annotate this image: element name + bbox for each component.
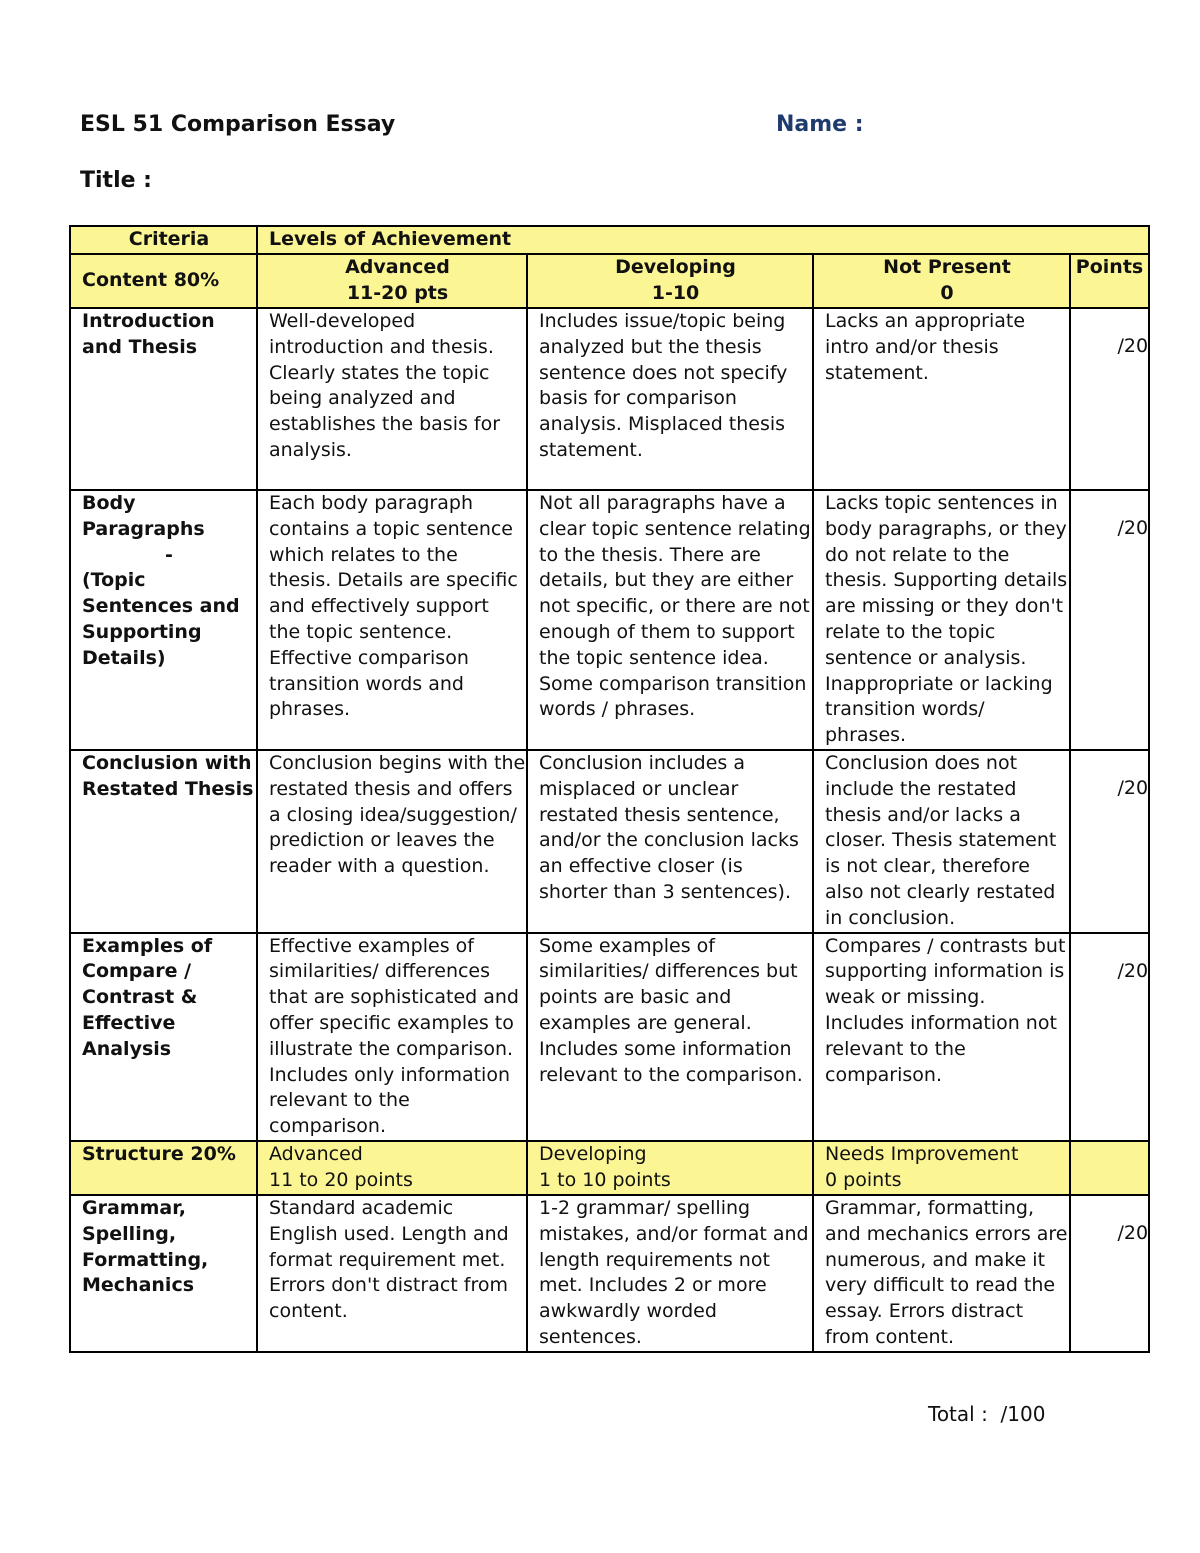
advanced-cell: Standard academic English used. Length and format requirement met. Errors don't distract from content. <box>257 1195 527 1352</box>
criteria-cell: Grammar, Spelling, Formatting, Mechanics <box>70 1195 257 1352</box>
developing-cell: Some examples of similarities/ differences but points are basic and examples are general. Includes some information relevant to the comparison. <box>527 933 813 1141</box>
table-row <box>70 750 1149 933</box>
rubric-header-row <box>70 226 1149 254</box>
content-advanced-title: Advanced <box>345 256 450 278</box>
advanced-cell: Effective examples of similarities/ differences that are sophisticated and offer specific examples to illustrate the comparison. Includes only information relevant to the comparison. <box>257 933 527 1141</box>
points-value: /20 <box>1117 959 1149 982</box>
advanced-cell: Each body paragraph contains a topic sentence which relates to the thesis. Details are specific and effectively support the topic sentence. Effective comparison transition words and phrases. <box>257 490 527 750</box>
points-value: /20 <box>1117 517 1149 539</box>
criteria-header: Criteria <box>70 226 257 254</box>
advanced-cell: Well-developed introduction and thesis. Clearly states the topic being analyzed and establishes the basis for analysis. <box>257 308 527 490</box>
content-section-label: Content 80% <box>70 254 257 308</box>
needs-improvement-cell: Grammar, formatting, and mechanics errors are numerous, and make it very difficult to read the essay. Errors distract from content. <box>813 1195 1070 1352</box>
table-row <box>70 490 1149 750</box>
total-value: /100 <box>1000 1402 1046 1426</box>
structure-needs-range: 0 points <box>825 1168 902 1191</box>
structure-developing-range: 1 to 10 points <box>539 1168 671 1191</box>
criteria-title: Body Paragraphs <box>82 492 205 540</box>
structure-developing-heading <box>527 1141 813 1195</box>
structure-needs-title: Needs Improvement <box>825 1142 1019 1165</box>
advanced-cell: Conclusion begins with the restated thesis and offers a closing idea/suggestion/ prediction or leaves the reader with a question. <box>257 750 527 933</box>
title-label: Title : <box>80 168 152 193</box>
points-cell <box>1070 750 1149 933</box>
content-developing-range: 1-10 <box>651 281 700 304</box>
total-line <box>928 1402 1045 1426</box>
table-row <box>70 1195 1149 1352</box>
points-value: /20 <box>1117 1221 1149 1244</box>
developing-cell: 1-2 grammar/ spelling mistakes, and/or format and length requirements not met. Includes 2 or more awkwardly worded sentences. <box>527 1195 813 1352</box>
document-title: ESL 51 Comparison Essay <box>80 112 396 137</box>
structure-advanced-heading <box>257 1141 527 1195</box>
criteria-cell: Examples of Compare / Contrast & Effective Analysis <box>70 933 257 1141</box>
content-developing-title: Developing <box>615 256 736 278</box>
total-label: Total : <box>928 1402 988 1426</box>
criteria-dash: - <box>165 543 173 566</box>
content-not-present-range: 0 <box>940 281 954 304</box>
content-advanced-range: 11-20 pts <box>346 281 449 304</box>
structure-advanced-title: Advanced <box>269 1142 363 1165</box>
points-cell <box>1070 933 1149 1141</box>
points-value: /20 <box>1117 776 1149 799</box>
criteria-cell <box>70 490 257 750</box>
structure-advanced-range: 11 to 20 points <box>269 1168 413 1191</box>
table-row <box>70 308 1149 490</box>
not-present-cell: Lacks an appropriate intro and/or thesis statement. <box>813 308 1070 490</box>
points-header: Points <box>1070 254 1149 308</box>
not-present-cell: Compares / contrasts but supporting information is weak or missing. Includes information not relevant to the comparison. <box>813 933 1070 1141</box>
content-not-present-title: Not Present <box>883 256 1011 278</box>
structure-developing-title: Developing <box>539 1142 647 1165</box>
table-row <box>70 933 1149 1141</box>
developing-cell: Includes issue/topic being analyzed but the thesis sentence does not specify basis for comparison analysis. Misplaced thesis statement. <box>527 308 813 490</box>
points-cell <box>1070 308 1149 490</box>
structure-section-row <box>70 1141 1149 1195</box>
rubric-table <box>69 225 1150 1353</box>
content-section-row <box>70 254 1149 308</box>
developing-cell: Not all paragraphs have a clear topic sentence relating to the thesis. There are details, but they are either not specific, or there are not enough of them to support the topic sentence idea. Some comparison transition words / phrases. <box>527 490 813 750</box>
points-cell <box>1070 490 1149 750</box>
criteria-subtitle: (Topic Sentences and Supporting Details) <box>82 569 240 669</box>
content-advanced-heading <box>257 254 527 308</box>
not-present-cell: Conclusion does not include the restated thesis and/or lacks a closer. Thesis statement is not clear, therefore also not clearly restated in conclusion. <box>813 750 1070 933</box>
name-label: Name : <box>776 112 864 137</box>
criteria-cell: Introduction and Thesis <box>70 308 257 490</box>
points-value: /20 <box>1117 335 1149 357</box>
content-not-present-heading <box>813 254 1070 308</box>
not-present-cell: Lacks topic sentences in body paragraphs, or they do not relate to the thesis. Supporting details are missing or they don't relate to the topic sentence or analysis. Inappropriate or lacking transition words/ phrases. <box>813 490 1070 750</box>
structure-needs-heading <box>813 1141 1070 1195</box>
levels-header: Levels of Achievement <box>257 226 1149 254</box>
content-developing-heading <box>527 254 813 308</box>
developing-cell: Conclusion includes a misplaced or unclear restated thesis sentence, and/or the conclusion lacks an effective closer (is shorter than 3 sentences). <box>527 750 813 933</box>
structure-section-label: Structure 20% <box>70 1141 257 1195</box>
criteria-cell: Conclusion with Restated Thesis <box>70 750 257 933</box>
structure-points-heading <box>1070 1141 1149 1195</box>
points-cell <box>1070 1195 1149 1352</box>
